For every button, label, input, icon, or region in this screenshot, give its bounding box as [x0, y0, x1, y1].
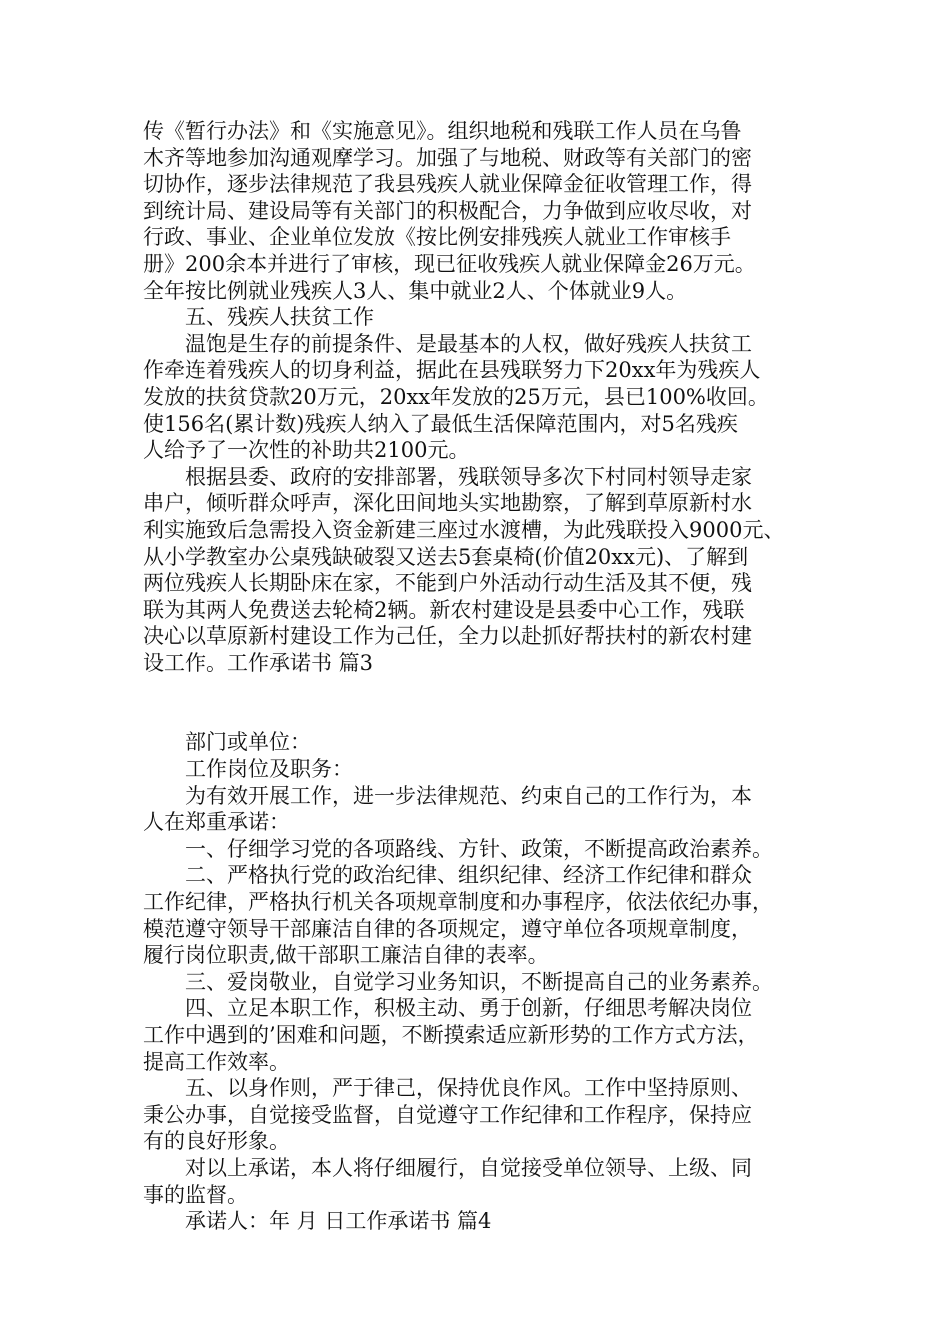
paragraph-employment-security: 传《暂行办法》和《实施意见》。组织地税和残联工作人员在乌鲁 木齐等地参加沟通观摩学习。加强了与地税、财政等有关部门的密 切协作，逐步法律规范了我县残疾人就业保障金征收管理工作，得 到统计局、建设局等有关部门的积极配合，力争做到应收尽收，对 行政、事业、企业单位发放《按比例安排残疾人就业工作审核手 册》200余本并进行了审核，现已征收残疾人就业保障金26万元。 全年按比例就业残疾人3人、集中就业2人、个体就业9人。	[143, 119, 756, 303]
pledge-item-2: 二、严格执行党的政治纪律、组织纪律、经济工作纪律和群众 工作纪律，严格执行机关各项规章制度和办事程序，依法依纪办事， 模范遵守领导干部廉洁自律的各项规定，遵守单位各项规章制度， 履行岗位职责,做干部职工廉洁自律的表率。	[143, 863, 773, 968]
section-gap	[143, 676, 813, 729]
pledge-item-1: 一、仔细学习党的各项路线、方针、政策，不断提高政治素养。	[185, 836, 773, 861]
pledge-item-4: 四、立足本职工作，积极主动、勇于创新，仔细思考解决岗位 工作中遇到的’困难和问题，不断摸索适应新形势的工作方式方法， 提高工作效率。	[143, 996, 759, 1074]
paragraph-pledge-intro: 为有效开展工作，进一步法律规范、约束自己的工作行为，本 人在郑重承诺：	[143, 783, 752, 835]
field-department: 部门或单位：	[185, 730, 311, 755]
field-position: 工作岗位及职务：	[185, 757, 353, 782]
pledge-item-5: 五、以身作则，严于律己，保持优良作风。工作中坚持原则、 秉公办事，自觉接受监督，自觉遵守工作纪律和工作程序，保持应 有的良好形象。	[143, 1076, 752, 1154]
paragraph-poverty-relief: 温饱是生存的前提条件、是最基本的人权，做好残疾人扶贫工 作牵连着残疾人的切身利益，据此在县残联努力下20xx年为残疾人 发放的扶贫贷款20万元，20xx年发放的25万元，县已100%收回。 使156名(累计数)残疾人纳入了最低生活保障范围内，对5名残疾 人给予了一次性的补助共2100元。	[143, 331, 769, 463]
paragraph-pledge-closing: 对以上承诺，本人将仔细履行，自觉接受单位领导、上级、同 事的监督。	[143, 1155, 752, 1207]
signature-line: 承诺人：年 月 日工作承诺书 篇4	[185, 1209, 492, 1234]
heading-poverty-relief: 五、残疾人扶贫工作	[185, 305, 374, 330]
document-page	[143, 118, 813, 1235]
paragraph-village-support: 根据县委、政府的安排部署，残联领导多次下村同村领导走家 串户，倾听群众呼声，深化田间地头实地勘察，了解到草原新村水 利实施致后急需投入资金新建三座过水渡槽，为此残联投入9000元、 从小学教室办公桌残缺破裂又送去5套桌椅(价值20xx元)、了解到 两位残疾人长期卧床在家，不能到户外活动行动生活及其不便，残 联为其两人免费送去轮椅2辆。新农村建设是县委中心工作，残联 决心以草原新村建设工作为己任，全力以赴抓好帮扶村的新农村建 设工作。工作承诺书 篇3	[143, 464, 785, 675]
pledge-item-3: 三、爱岗敬业，自觉学习业务知识，不断提高自己的业务素养。	[185, 969, 773, 994]
